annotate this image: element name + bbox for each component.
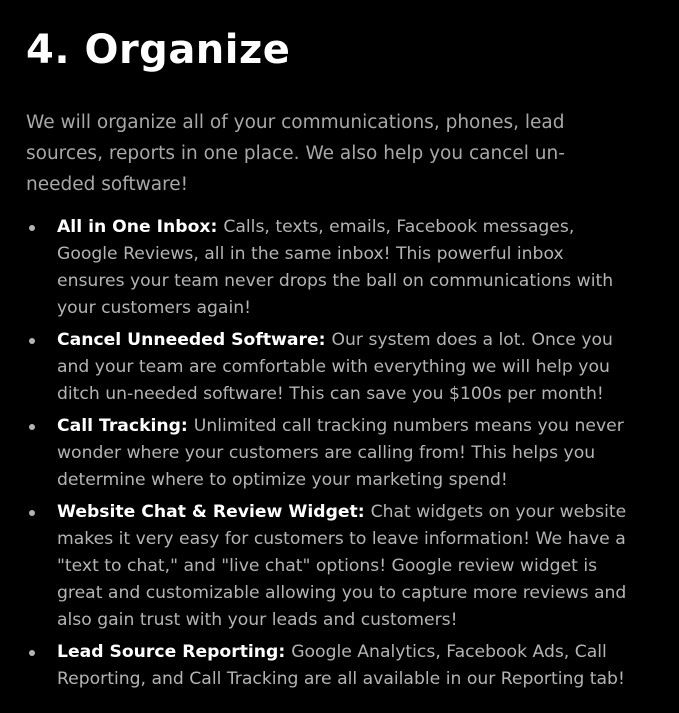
section-title: 4. Organize xyxy=(26,27,291,73)
feature-text: Google Analytics, Facebook Ads, Call Reporting, and Call Tracking are all available in our Reporting tab! xyxy=(57,642,625,689)
feature-text: Our system does a lot. Once you and your team are comfortable with everything we will help you ditch un-needed software! This can save you $100s per month! xyxy=(57,330,613,404)
feature-item-lead-source-reporting xyxy=(26,639,627,693)
feature-label: Lead Source Reporting: xyxy=(57,642,292,662)
feature-text: Unlimited call tracking numbers means you never wonder where your customers are calling from! This helps you determine where to optimize your marketing spend! xyxy=(57,416,624,490)
feature-label: All in One Inbox: xyxy=(57,217,224,237)
intro-paragraph: We will organize all of your communications, phones, lead sources, reports in one place. We also help you cancel un-needed software! xyxy=(26,112,565,195)
bullet-icon xyxy=(29,424,35,430)
feature-item-all-in-one-inbox xyxy=(26,214,627,322)
feature-text: Chat widgets on your website makes it very easy for customers to leave information! We have a "text to chat," and "live chat" options! Google review widget is great and customizable allowing you to capture more reviews and also gain trust with your leads and customers! xyxy=(57,502,627,630)
bullet-icon xyxy=(29,510,35,516)
bullet-icon xyxy=(29,225,35,231)
feature-label: Website Chat & Review Widget: xyxy=(57,502,371,522)
bullet-icon xyxy=(29,650,35,656)
feature-label: Call Tracking: xyxy=(57,416,194,436)
feature-item-website-chat-review-widget xyxy=(26,499,627,634)
feature-item-cancel-unneeded-software xyxy=(26,327,627,408)
feature-label: Cancel Unneeded Software: xyxy=(57,330,332,350)
feature-list xyxy=(26,214,653,693)
feature-item-call-tracking xyxy=(26,413,627,494)
feature-text: Calls, texts, emails, Facebook messages, Google Reviews, all in the same inbox! This powerful inbox ensures your team never drops the ball on communications with your customers again! xyxy=(57,217,614,318)
bullet-icon xyxy=(29,338,35,344)
